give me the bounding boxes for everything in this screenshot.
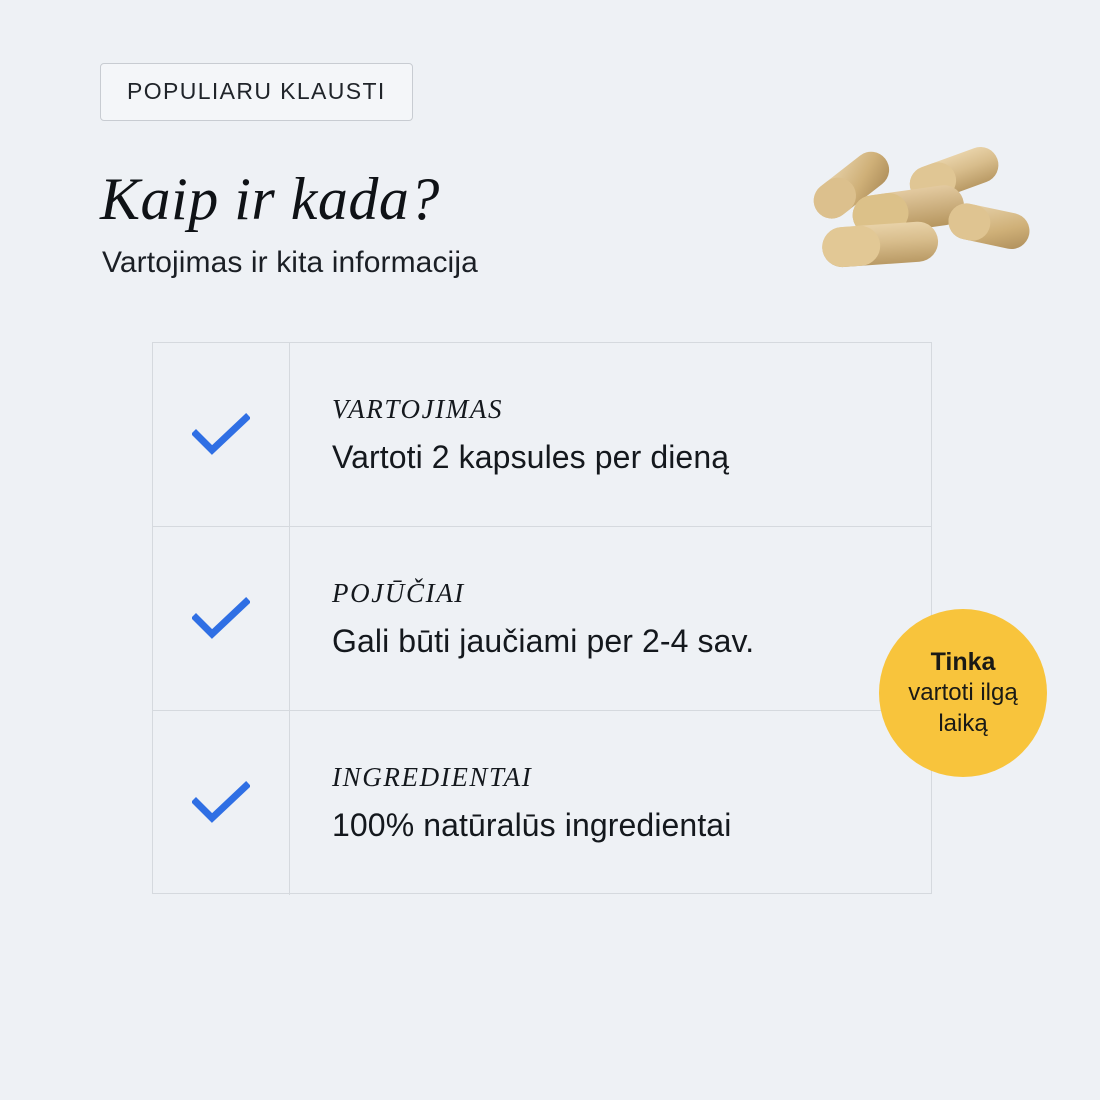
row-value: Vartoti 2 kapsules per dieną xyxy=(332,438,730,475)
table-cell-text xyxy=(290,343,931,526)
badge-line-1: Tinka xyxy=(930,648,996,677)
check-icon xyxy=(153,527,290,710)
table-row xyxy=(153,527,931,711)
row-label: VARTOJIMAS xyxy=(332,393,504,424)
row-label: POJŪČIAI xyxy=(332,577,465,608)
table-cell-text xyxy=(290,711,931,895)
table-row xyxy=(153,343,931,527)
row-value: Gali būti jaučiami per 2-4 sav. xyxy=(332,622,755,659)
info-table xyxy=(152,342,932,894)
badge-line-2: vartoti ilgą xyxy=(908,679,1018,707)
eyebrow-badge: POPULIARU KLAUSTI xyxy=(100,63,413,121)
status-badge xyxy=(879,609,1047,777)
badge-line-3: laiką xyxy=(938,710,988,737)
page-subtitle: Vartojimas ir kita informacija xyxy=(102,246,478,279)
capsules-image xyxy=(790,130,1040,280)
row-label: INGREDIENTAI xyxy=(332,762,533,792)
row-value: 100% natūralūs ingredientai xyxy=(332,807,732,843)
page-title: Kaip ir kada? xyxy=(100,166,440,232)
table-cell-text xyxy=(290,527,931,710)
table-row xyxy=(153,711,931,895)
check-icon xyxy=(153,343,290,526)
check-icon xyxy=(153,711,290,895)
